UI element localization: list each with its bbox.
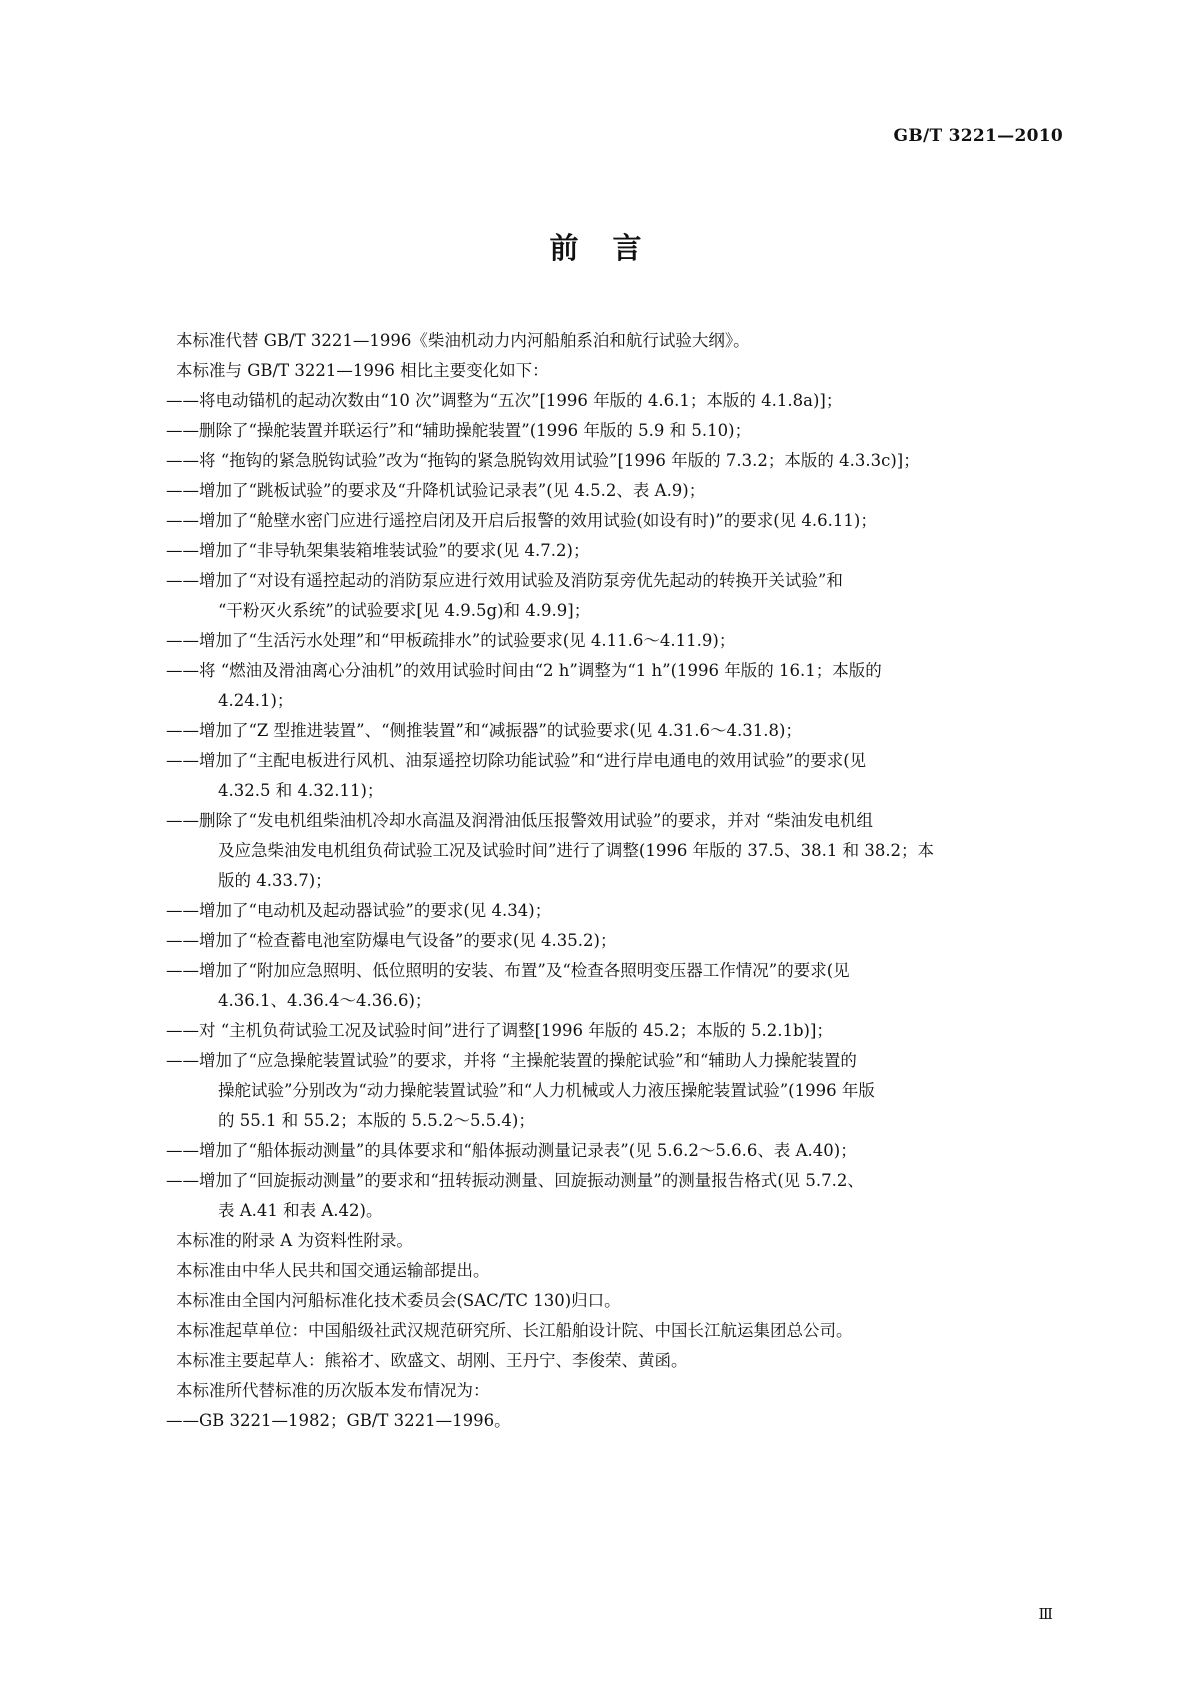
change-item: ——将 “燃油及滑油离心分油机”的效用试验时间由“2 h”调整为“1 h”(1996 年版的 16.1；本版的	[166, 661, 882, 680]
change-item: ——删除了“发电机组柴油机冷却水高温及润滑油低压报警效用试验”的要求，并对 “柴油发电机组	[166, 811, 874, 830]
page-number: Ⅲ	[1038, 1605, 1053, 1623]
standard-code: GB/T 3221—2010	[893, 126, 1063, 146]
paragraph: 本标准与 GB/T 3221—1996 相比主要变化如下：	[176, 361, 549, 380]
change-item: ——增加了“附加应急照明、低位照明的安装、布置”及“检查各照明变压器工作情况”的要求(见	[166, 961, 850, 980]
change-item: ——增加了“非导轨架集装箱堆装试验”的要求(见 4.7.2)；	[166, 541, 590, 560]
change-item: ——将电动锚机的起动次数由“10 次”调整为“五次”[1996 年版的 4.6.1；本版的 4.1.8a)]；	[166, 391, 843, 410]
change-item: ——增加了“对设有遥控起动的消防泵应进行效用试验及消防泵旁优先起动的转换开关试验”和	[166, 571, 843, 590]
change-item: ——增加了“应急操舵装置试验”的要求，并将 “主操舵装置的操舵试验”和“辅助人力操舵装置的	[166, 1051, 857, 1070]
change-item: ——将 “拖钩的紧急脱钩试验”改为“拖钩的紧急脱钩效用试验”[1996 年版的 7.3.2；本版的 4.3.3c)]；	[166, 451, 920, 470]
document-body	[166, 326, 1060, 1436]
change-item: ——增加了“生活污水处理”和“甲板疏排水”的试验要求(见 4.11.6～4.11.9)；	[166, 631, 736, 650]
change-item: ——对 “主机负荷试验工况及试验时间”进行了调整[1996 年版的 45.2；本版的 5.2.1b)]；	[166, 1021, 833, 1040]
paragraph: 本标准起草单位：中国船级社武汉规范研究所、长江船舶设计院、中国长江航运集团总公司。	[176, 1321, 853, 1340]
change-item: ——删除了“操舵装置并联运行”和“辅助操舵装置”(1996 年版的 5.9 和 5.10)；	[166, 421, 752, 440]
change-item: ——增加了“舱壁水密门应进行遥控启闭及开启后报警的效用试验(如设有时)”的要求(见 4.6.11)；	[166, 511, 877, 530]
change-item-continuation: 4.32.5 和 4.32.11)；	[218, 781, 384, 800]
change-item-continuation: 版的 4.33.7)；	[218, 871, 332, 890]
change-item: ——增加了“电动机及起动器试验”的要求(见 4.34)；	[166, 901, 552, 920]
change-item-continuation: 4.36.1、4.36.4～4.36.6)；	[218, 991, 432, 1010]
change-item: ——增加了“跳板试验”的要求及“升降机试验记录表”(见 4.5.2、表 A.9)；	[166, 481, 706, 500]
change-item: ——增加了“主配电板进行风机、油泵遥控切除功能试验”和“进行岸电通电的效用试验”的要求(见	[166, 751, 867, 770]
change-item-continuation: 操舵试验”分别改为“动力操舵装置试验”和“人力机械或人力液压操舵装置试验”(1996 年版	[218, 1081, 875, 1100]
change-item: ——增加了“回旋振动测量”的要求和“扭转振动测量、回旋振动测量”的测量报告格式(见 5.7.2、	[166, 1171, 864, 1190]
change-item: ——增加了“检查蓄电池室防爆电气设备”的要求(见 4.35.2)；	[166, 931, 617, 950]
page-title: 前言	[549, 231, 676, 265]
change-item-continuation: 的 55.1 和 55.2；本版的 5.5.2～5.5.4)；	[218, 1111, 535, 1130]
change-item-continuation: “干粉灭火系统”的试验要求[见 4.9.5g)和 4.9.9]；	[218, 601, 591, 620]
change-item: ——GB 3221—1982；GB/T 3221—1996。	[166, 1411, 511, 1430]
change-item: ——增加了“Z 型推进装置”、“侧推装置”和“减振器”的试验要求(见 4.31.6～4.31.8)；	[166, 721, 802, 740]
paragraph: 本标准主要起草人：熊裕才、欧盛文、胡刚、王丹宁、李俊荣、黄函。	[176, 1351, 688, 1370]
change-item-continuation: 及应急柴油发电机组负荷试验工况及试验时间”进行了调整(1996 年版的 37.5、38.1 和 38.2；本	[218, 841, 935, 860]
paragraph: 本标准由全国内河船标准化技术委员会(SAC/TC 130)归口。	[176, 1291, 621, 1310]
paragraph: 本标准代替 GB/T 3221—1996《柴油机动力内河船舶系泊和航行试验大纲》。	[176, 331, 750, 350]
paragraph: 本标准所代替标准的历次版本发布情况为：	[176, 1381, 490, 1400]
paragraph: 本标准由中华人民共和国交通运输部提出。	[176, 1261, 490, 1280]
change-item: ——增加了“船体振动测量”的具体要求和“船体振动测量记录表”(见 5.6.2～5.6.6、表 A.40)；	[166, 1141, 857, 1160]
change-item-continuation: 表 A.41 和表 A.42)。	[218, 1201, 383, 1220]
paragraph: 本标准的附录 A 为资料性附录。	[176, 1231, 413, 1250]
change-item-continuation: 4.24.1)；	[218, 691, 294, 710]
